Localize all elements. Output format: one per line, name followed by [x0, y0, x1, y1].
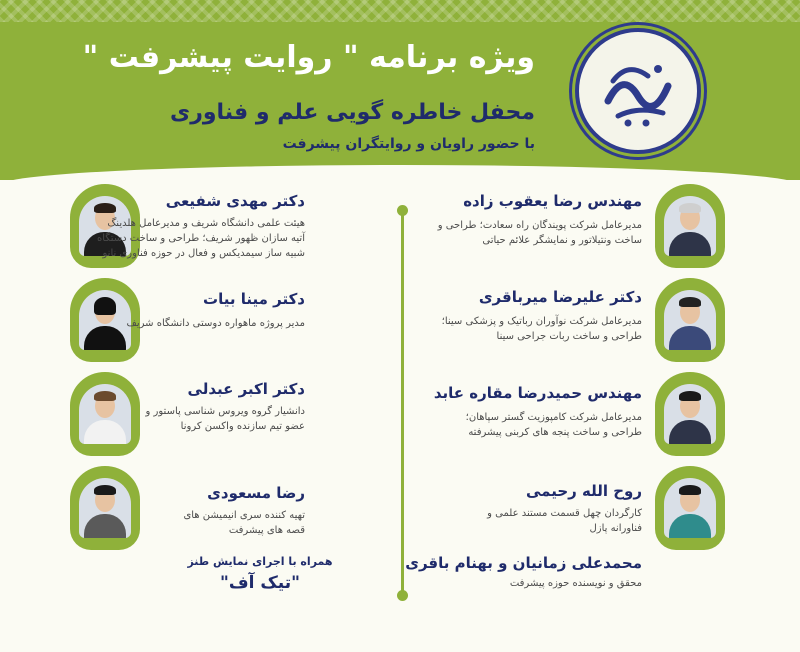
speaker-description: مدیرعامل شرکت کامپوزیت گستر سپاهان؛ طراحی و ساخت پنجه های کربنی پیشرفته — [465, 412, 642, 438]
speaker-card — [410, 182, 730, 282]
avatar — [650, 464, 730, 556]
subtitle: محفل خاطره گویی علم و فناوری — [170, 100, 535, 125]
speaker-name: دکتر مهدی شفیعی — [165, 192, 305, 210]
speaker-description: دانشیار گروه ویروس شناسی پاستور و عضو تیم سازنده واکسن کرونا — [145, 406, 305, 432]
speaker-description: تهیه کننده سری انیمیشن های قصه های پیشرفت — [183, 510, 305, 536]
speaker-description: کارگردان چهل قسمت مستند علمی و فناورانه پازل — [487, 508, 642, 534]
decorative-top-band — [0, 0, 800, 22]
speaker-card — [405, 552, 730, 652]
speaker-name: روح الله رحیمی — [525, 482, 642, 500]
speaker-description: مدیر پروژه ماهواره دوستی دانشگاه شریف — [126, 318, 305, 329]
avatar — [650, 182, 730, 274]
avatar — [650, 276, 730, 368]
speaker-card — [65, 182, 385, 282]
tagline: با حضور راویان و روایتگران پیشرفت — [282, 136, 535, 152]
speaker-name: دکتر علیرضا میرباقری — [478, 288, 642, 306]
speaker-name: دکتر مینا بیات — [203, 290, 305, 308]
footer-note: همراه با اجرای نمایش طنز — [187, 555, 333, 568]
timeline-dot — [397, 205, 408, 216]
speaker-name: محمدعلی زمانیان و بهنام باقری — [405, 554, 642, 572]
speaker-description: مدیرعامل شرکت پویندگان راه سعادت؛ طراحی و ساخت ونتیلاتور و نمایشگر علائم حیاتی — [437, 220, 642, 246]
speaker-name: دکتر اکبر عبدلی — [187, 380, 305, 398]
speaker-name: مهندس حمیدرضا مقاره عابد — [433, 384, 642, 402]
speaker-card — [410, 464, 730, 564]
speaker-description: هیئت علمی دانشگاه شریف و مدیرعامل هلدینگ آتیه سازان ظهور شریف؛ طراحی و ساخت دستگاه شبیه ساز سیمدیکس و فعال در حوزه فناوری نانو — [96, 218, 305, 259]
speaker-card — [65, 276, 385, 376]
timeline-line — [401, 210, 404, 600]
speaker-card — [410, 276, 730, 376]
timeline-dot — [397, 590, 408, 601]
speaker-card — [410, 370, 730, 470]
footer-show-title: "تیک آف" — [220, 573, 300, 593]
speaker-description: مدیرعامل شرکت نوآوران رباتیک و پزشکی سینا؛ طراحی و ساخت ربات جراحی سینا — [441, 316, 642, 342]
speaker-name: رضا مسعودی — [207, 484, 305, 502]
speaker-card — [65, 464, 385, 564]
program-logo — [575, 28, 701, 154]
speaker-description: محقق و نویسنده حوزه پیشرفت — [509, 578, 642, 589]
avatar — [650, 370, 730, 462]
speaker-name: مهندس رضا یعقوب زاده — [463, 192, 642, 210]
speaker-card — [65, 370, 385, 470]
main-title: ویژه برنامه " روایت پیشرفت " — [82, 40, 535, 75]
calligraphy-logo-icon — [588, 41, 688, 141]
